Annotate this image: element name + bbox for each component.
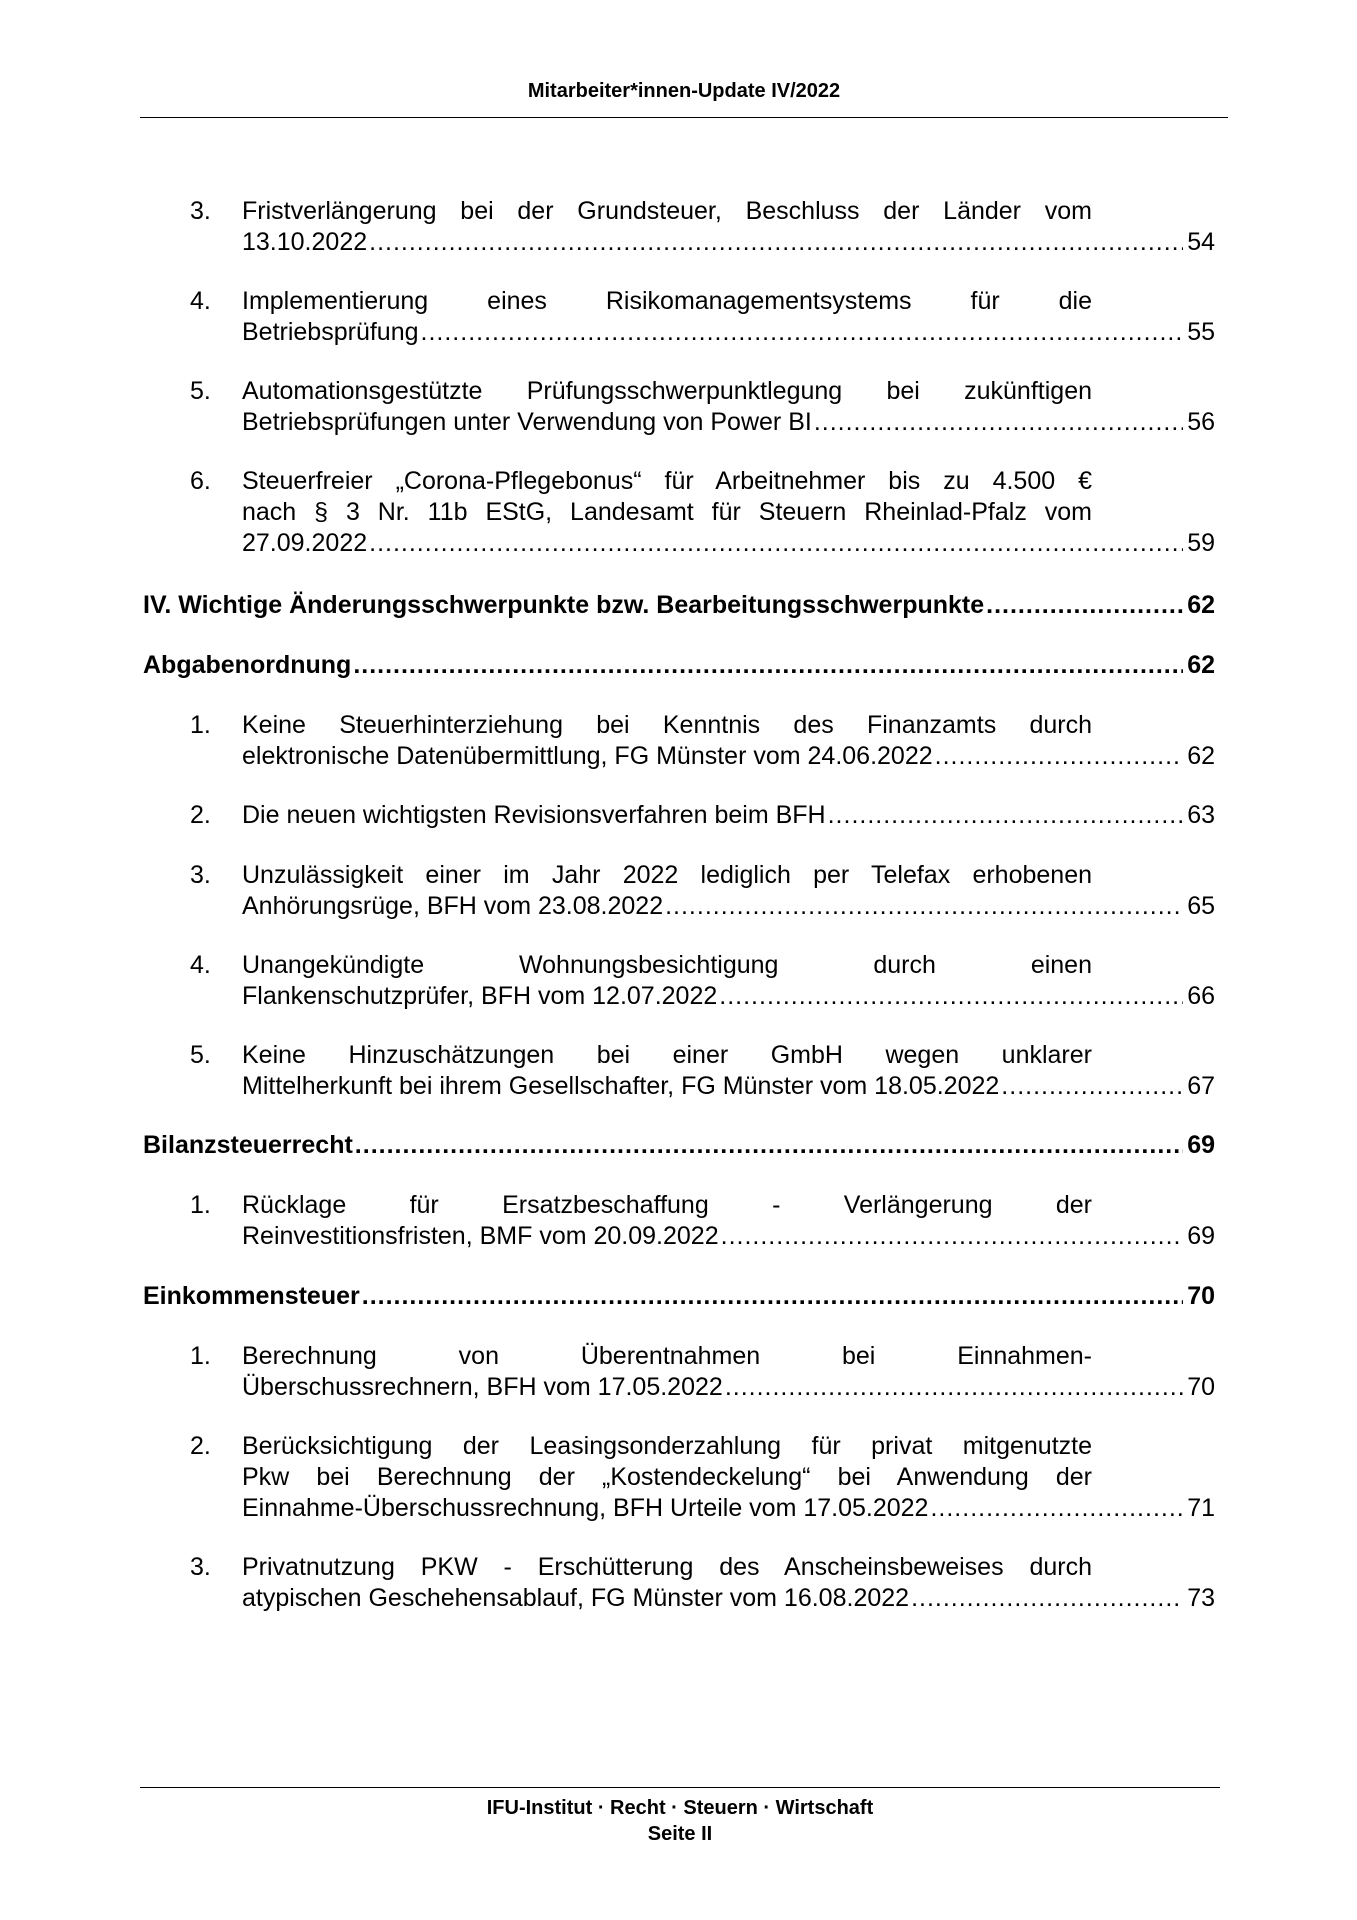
- toc-page-number: 69: [1187, 1222, 1215, 1250]
- dot-leader: [930, 1493, 1183, 1524]
- toc-entry-text: atypischen Geschehensablauf, FG Münster vom 16.08.2022: [242, 1584, 910, 1612]
- toc-entry-text: Automationsgestützte Prüfungsschwerpunktlegung bei zukünftigen: [242, 377, 1092, 405]
- toc-page-number: 66: [1187, 982, 1215, 1010]
- toc-entry-number: 1.: [190, 1191, 211, 1219]
- toc-entry-text: Die neuen wichtigsten Revisionsverfahren beim BFH: [242, 801, 826, 829]
- toc-entry-text: Privatnutzung PKW - Erschütterung des Anscheinsbeweises durch: [242, 1553, 1092, 1581]
- toc-entry-number: 2.: [190, 1432, 211, 1460]
- toc-page-number: 62: [1187, 742, 1215, 770]
- toc-entry-text: Überschussrechnern, BFH vom 17.05.2022: [242, 1373, 723, 1401]
- toc-entry-text: Reinvestitionsfristen, BMF vom 20.09.2022: [242, 1222, 719, 1250]
- toc-page-number: 62: [1187, 591, 1215, 619]
- dot-leader: [814, 407, 1183, 438]
- toc-entry-text: Betriebsprüfungen unter Verwendung von Power BI: [242, 408, 812, 436]
- toc-entry-number: 3.: [190, 197, 211, 225]
- dot-leader: [935, 741, 1184, 772]
- footer-page-number: Seite II: [647, 1823, 713, 1845]
- toc-page-number: 54: [1187, 228, 1215, 256]
- toc-entry-text: Flankenschutzprüfer, BFH vom 12.07.2022: [242, 982, 718, 1010]
- toc-entry-text: Betriebsprüfung: [242, 318, 419, 346]
- toc-entry-text: Steuerfreier „Corona-Pflegebonus“ für Arbeitnehmer bis zu 4.500 €: [242, 467, 1092, 495]
- dot-leader: [362, 1281, 1183, 1312]
- toc-entry-text: Pkw bei Berechnung der „Kostendeckelung“ bei Anwendung der: [242, 1463, 1092, 1491]
- toc-page-number: 59: [1187, 529, 1215, 557]
- dot-leader: [353, 650, 1183, 681]
- dot-leader: [986, 590, 1183, 621]
- dot-leader: [421, 317, 1184, 348]
- dot-leader: [719, 981, 1183, 1012]
- toc-section-title: Abgabenordnung: [143, 651, 352, 679]
- toc-entry-text: Mittelherkunft bei ihrem Gesellschafter, FG Münster vom 18.05.2022: [242, 1072, 1000, 1100]
- toc-entry-number: 6.: [190, 467, 211, 495]
- toc-page-number: 55: [1187, 318, 1215, 346]
- toc-entry-text: nach § 3 Nr. 11b EStG, Landesamt für Steuern Rheinlad-Pfalz vom: [242, 498, 1092, 526]
- toc-entry-text: Einnahme-Überschussrechnung, BFH Urteile vom 17.05.2022: [242, 1494, 929, 1522]
- toc-entry-number: 4.: [190, 287, 211, 315]
- toc-entry-text: 27.09.2022: [242, 529, 368, 557]
- toc-entry-text: Unangekündigte Wohnungsbesichtigung durch einen: [242, 951, 1092, 979]
- toc-section-title: Bilanzsteuerrecht: [143, 1131, 353, 1159]
- toc-page-number: 65: [1187, 892, 1215, 920]
- toc-entry-text: Unzulässigkeit einer im Jahr 2022 lediglich per Telefax erhobenen: [242, 861, 1092, 889]
- toc-entry-number: 3.: [190, 861, 211, 889]
- toc-section-iv[interactable]: [143, 590, 1215, 621]
- toc-entry-number: 1.: [190, 1342, 211, 1370]
- footer-publisher: IFU-Institut · Recht · Steuern · Wirtschaft: [486, 1797, 874, 1819]
- running-footer: [140, 1795, 1220, 1847]
- toc-entry-text: Keine Hinzuschätzungen bei einer GmbH wegen unklarer: [242, 1041, 1092, 1069]
- toc-entry-text: Berechnung von Überentnahmen bei Einnahmen-: [242, 1342, 1092, 1370]
- dot-leader: [355, 1130, 1183, 1161]
- toc-entry-number: 2.: [190, 801, 211, 829]
- toc-entry-number: 5.: [190, 1041, 211, 1069]
- toc-section-einkommensteuer[interactable]: [143, 1281, 1215, 1312]
- toc-page-number: 70: [1187, 1373, 1215, 1401]
- toc-page-number: 73: [1187, 1584, 1215, 1612]
- toc-entry-text: Implementierung eines Risikomanagementsystems für die: [242, 287, 1092, 315]
- toc-page-number: 69: [1187, 1131, 1215, 1159]
- toc-section-title: Einkommensteuer: [143, 1282, 360, 1310]
- toc-entry-number: 1.: [190, 711, 211, 739]
- toc-section-abgabenordnung[interactable]: [143, 650, 1215, 681]
- dot-leader: [665, 891, 1183, 922]
- toc-section-title: IV. Wichtige Änderungsschwerpunkte bzw. Bearbeitungsschwerpunkte: [143, 591, 985, 619]
- dot-leader: [369, 227, 1183, 258]
- toc-entry-text: elektronische Datenübermittlung, FG Münster vom 24.06.2022: [242, 742, 933, 770]
- toc-entry-number: 4.: [190, 951, 211, 979]
- toc-entry-text: Fristverlängerung bei der Grundsteuer, Beschluss der Länder vom: [242, 197, 1092, 225]
- toc-entry-number: 5.: [190, 377, 211, 405]
- toc-page-number: 62: [1187, 651, 1215, 679]
- toc-entry-text: 13.10.2022: [242, 228, 368, 256]
- toc-page-number: 67: [1187, 1072, 1215, 1100]
- toc-page-number: 56: [1187, 408, 1215, 436]
- toc-page-number: 63: [1187, 801, 1215, 829]
- toc-entry-text: Anhörungsrüge, BFH vom 23.08.2022: [242, 892, 664, 920]
- dot-leader: [911, 1583, 1183, 1614]
- toc-entry-number: 3.: [190, 1553, 211, 1581]
- dot-leader: [369, 528, 1183, 559]
- dot-leader: [725, 1372, 1183, 1403]
- toc-entry-text: Berücksichtigung der Leasingsonderzahlung für privat mitgenutzte: [242, 1432, 1092, 1460]
- dot-leader: [1001, 1071, 1183, 1102]
- toc-entry-text: Rücklage für Ersatzbeschaffung - Verlängerung der: [242, 1191, 1092, 1219]
- toc-page-number: 70: [1187, 1282, 1215, 1310]
- toc-page-number: 71: [1187, 1494, 1215, 1522]
- dot-leader: [828, 800, 1184, 831]
- footer-rule: [140, 1787, 1220, 1788]
- toc-section-bilanzsteuerrecht[interactable]: [143, 1130, 1215, 1161]
- toc-entry-text: Keine Steuerhinterziehung bei Kenntnis des Finanzamts durch: [242, 711, 1092, 739]
- running-header: Mitarbeiter*innen-Update IV/2022: [527, 80, 841, 102]
- dot-leader: [721, 1221, 1184, 1252]
